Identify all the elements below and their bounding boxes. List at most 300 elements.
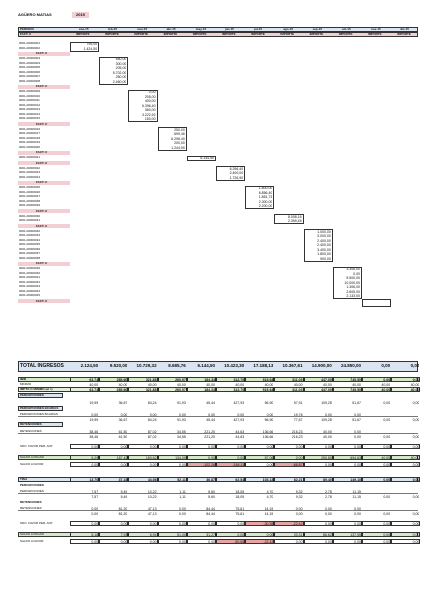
value-cell-border [187,387,216,392]
value-cell-border [245,455,274,460]
saldo-favor2-value: 0,00 [149,539,157,544]
value-cell-border [362,444,391,449]
month-header: jul-15 [254,27,263,31]
tish-ret2-value: 75,61 [235,511,245,516]
impuesto-value: 285,60 [116,387,128,392]
value-cell-border [187,532,216,537]
fact-separator-label: FACT. C [36,208,48,213]
invoice-code: 0001-00000031 [19,218,41,222]
tish-perc2-value: 18,05 [235,494,245,499]
fact-separator-label: FACT. C [36,121,48,126]
impuesto-value: 40,00 [410,387,420,392]
value-cell-border [362,521,391,526]
invoice-code: 0001-00000029 [19,203,41,207]
value-cell-border [99,444,128,449]
invoice-code: 0001-00000023 [19,170,41,174]
value-cell-border [187,462,216,467]
value-cell-border [333,444,362,449]
value-cell-border [187,455,216,460]
saldo-pagar1-value: 57,06 [264,455,274,460]
month-header: abr-15 [166,27,176,31]
invoice-group-box [70,42,99,52]
saldo-ant2-value: 0,00 [237,521,245,526]
minimo-value: 40,00 [89,382,99,387]
value-cell-border [362,532,391,537]
value-cell-border [391,462,420,467]
saldo-favor2-value: 0,00 [412,539,420,544]
total-value: 8.685,76 [168,364,186,368]
value-cell-border [274,377,303,382]
tish-ret-value: 0,00 [295,506,303,511]
value-cell-border [391,387,420,392]
iibb-value: 63,74 [89,377,99,382]
invoice-amount: 250,00 [115,75,127,79]
perc-bcaria2-value: 84,24 [147,417,157,422]
invoice-amount: 250,00 [174,127,185,132]
saldo-favor1-value: 0,00 [383,462,391,467]
invoice-amount: 699,46 [174,132,185,136]
saldo-favor2-value: -50,55 [216,540,244,544]
percepciones-value: 57,91 [293,401,303,405]
tish-perc-value: 10,22 [147,489,157,494]
tish-perc2-value: 11,15 [352,494,361,499]
percepciones-value: 91,93 [177,401,186,405]
periodo-label: PERIODO [20,27,34,31]
invoice-amount: 400,00 [144,99,156,103]
invoice-amount: 150,00 [144,117,156,121]
minimo-label: MINIMO [20,382,32,386]
invoice-group-box [99,57,128,85]
tish-ret2-value: 14,15 [264,511,274,516]
value-cell-border [245,377,274,382]
value-cell-border [216,539,245,544]
invoice-amount: 6.296,40 [229,166,244,171]
perc-bcaria2-value: 91,93 [177,417,186,422]
value-cell-border [333,539,362,544]
value-cell-border [333,521,362,526]
total-value: 24.850,00 [340,364,361,368]
saldo-ant1-label: SDO. FAVOR PER. ANT. [20,444,54,448]
fact-label: FACT. C [20,32,32,36]
value-cell-border [216,377,245,382]
saldo-favor1-value: 0,00 [266,462,274,467]
saldo-ant2-value: -30,55 [245,522,273,526]
retenciones2-value: 221,20 [204,434,215,439]
saldo-ant1-value: 0,00 [383,444,391,449]
month-header: ago-15 [283,27,294,31]
saldo-favor2-value: -22,42 [245,540,273,544]
invoice-amount: 3.306,00 [346,267,360,271]
divider [18,416,418,417]
value-cell-border [158,444,187,449]
iibb-value: 285,60 [116,377,128,382]
saldo-ant2-value: 0,00 [91,521,99,526]
value-cell-border [333,477,362,482]
saldo-ant2-label: SDO. FAVOR PER. ANT. [20,521,54,525]
invoice-code: 0001-00000039 [19,266,41,270]
total-value: 6.144,50 [197,364,215,368]
perc-bcaria-value: 19,76 [293,412,303,417]
saldo-favor2-value: 0,00 [295,539,303,544]
tish-value: 13,70 [89,477,99,482]
retenciones2-value: 61,50 [118,434,128,439]
value-cell-border [304,477,333,482]
value-cell-border [216,455,245,460]
retenciones2-value: 40,00 [323,434,332,439]
saldo-ant2-value: 0,00 [412,521,420,526]
value-cell-border [304,377,333,382]
value-cell-border [333,462,362,467]
invoice-amount: 550,00 [115,57,127,61]
retenciones-value: 216,23 [291,429,303,434]
saldo-pagar1-value: 134,09 [175,455,186,460]
value-cell-border [99,455,128,460]
invoice-amount: 1.851,73 [258,195,273,199]
impuesto-value: 515,64 [262,387,274,392]
value-cell-border [216,532,245,537]
tish-perc-value: 4,70 [266,489,274,494]
tish-value: 62,21 [293,477,303,482]
value-cell-border [274,477,303,482]
saldo-ant1-value: 0,00 [295,444,303,449]
value-cell-border [158,387,187,392]
tish-value: 44,98 [147,477,157,482]
value-cell-border [99,387,128,392]
impuesto-value: 260,57 [175,387,186,392]
tish-value: 52,11 [177,477,186,482]
tish-perc2-value: 2,78 [324,494,332,499]
importe-header: IMPORTE [105,32,119,36]
minimo-value: 40,00 [323,382,332,387]
value-cell-border [391,539,420,544]
total-value: 0,00 [410,364,420,368]
value-cell-border [70,477,99,482]
tish-ret-header-label: RETENCIONES [20,500,42,504]
minimo-value: 40,00 [118,382,128,387]
divider [18,510,418,511]
invoice-amount: 2.400,00 [229,171,244,175]
value-cell-border [245,539,274,544]
tish-perc2-value: 7,57 [91,494,99,499]
value-cell-border [70,377,99,382]
retenciones-value: 136,66 [262,429,274,434]
month-header: sep-15 [312,27,323,31]
saldo-pagar2-value: 6,94 [149,532,157,537]
saldo-pagar1-value: 0,00 [295,455,303,460]
importe-header: IMPORTE [309,32,324,36]
invoice-amount: 0,00 [353,271,360,276]
value-cell-border [187,521,216,526]
invoice-amount: 2.605,00 [346,289,360,294]
value-cell-border [128,532,157,537]
value-cell-border [216,387,245,392]
invoice-amount: 205,00 [115,66,127,70]
iibb-value: 515,64 [262,377,274,382]
fact-separator-label: FACT. C [36,51,48,55]
minimo-value: 40,00 [352,382,361,387]
year-cell[interactable]: 2015 [72,12,89,18]
invoice-code: 0001-00000019 [19,140,41,144]
minimo-value: 40,00 [293,382,303,387]
saldo-favor1-value: 0,00 [91,462,99,467]
invoice-code: 0001-00000003 [19,56,41,60]
saldo-ant1-value: 0,00 [149,444,157,449]
saldo-favor2-value: 0,00 [178,539,186,544]
iibb-value: 0,00 [412,377,420,382]
perc-bcaria2-value: 19,99 [89,417,99,422]
saldo-pagar1-value: 40,00 [381,455,391,460]
perc-bcaria2-value: 427,93 [233,417,245,422]
perc-bcaria2-value: 109,28 [321,417,332,422]
importe-header: IMPORTE [222,32,236,36]
saldo-ant2-value: 0,00 [324,521,332,526]
iibb-value: 312,70 [233,377,245,382]
tish-value: 37,15 [118,477,128,482]
total-value: 10.367,61 [282,364,303,368]
saldo-ant1-value: 0,00 [412,444,420,449]
minimo-value: 40,00 [235,382,245,387]
tish-perc-value: 5,49 [120,489,128,494]
invoice-amount: 2.133,00 [346,294,360,298]
value-cell-border [274,532,303,537]
invoice-amount: 3.000,00 [317,234,331,238]
tish-ret2-value: 0,00 [383,511,391,516]
divider [18,493,418,494]
invoice-amount: 1.800,00 [258,186,273,190]
value-cell-border [304,387,333,392]
value-cell-border [128,387,157,392]
value-cell-border [187,477,216,482]
perc-bcaria2-value: 0,00 [383,417,391,422]
value-cell-border [391,455,420,460]
month-header: jun-15 [225,27,234,31]
value-cell-border [158,462,187,467]
tish-perc-value: 2,78 [324,489,332,494]
value-cell-border [158,539,187,544]
value-cell-border [391,477,420,482]
value-cell-border [362,377,391,382]
invoice-code: 0001-00000045 [19,293,41,297]
value-cell-border [274,521,303,526]
retenciones-header-label: RETENCIONES [20,422,42,426]
invoice-code: 0001-00000021 [19,155,41,159]
fact-separator-label: FACT. C [36,298,48,303]
invoice-amount: 300,00 [115,61,127,66]
percepciones-value: 36,67 [118,401,128,405]
invoice-amount: 2.460,00 [112,79,127,84]
invoice-code: 0001-00000033 [19,233,41,237]
invoice-amount: 2.300,00 [258,199,273,204]
minimo-value: 40,00 [381,382,391,387]
invoice-amount: 205,00 [144,94,156,99]
month-header: may-15 [195,27,207,31]
value-cell-border [391,521,420,526]
retenciones-value: 221,20 [204,429,215,434]
saldo-pagar2-value: 86,62 [323,532,332,537]
value-cell-border [128,539,157,544]
perc-bcaria2-value: 45,44 [206,417,215,422]
invoice-code: 0001-00000005 [19,65,41,69]
invoice-amount: 795,00 [86,42,98,46]
invoice-code: 0001-00000010 [19,93,41,98]
tish-ret2-value: 47,13 [147,511,157,516]
tish-ret2-value: 0,00 [178,511,186,516]
invoice-code: 0001-00000020 [19,144,41,149]
retenciones2-value: 34,55 [177,434,186,439]
invoice-amount: 10.000,00 [344,280,360,285]
perc-bcaria2-value: 36,67 [118,417,128,422]
perc-bcaria-value: 0,00 [149,412,157,417]
value-cell-border [99,532,128,537]
saldo-pagar2-value: 0,00 [266,532,274,537]
value-cell-border [274,444,303,449]
importe-header: IMPORTE [76,32,90,36]
importe-header: IMPORTE [368,32,382,36]
invoice-code: 0001-00000044 [19,288,41,293]
invoice-group-box [274,214,303,224]
invoice-code: 0001-00000022 [19,165,41,170]
retenciones2-value: 0,00 [354,434,361,439]
saldo-pagar1-value: 0,00 [208,455,215,460]
total-value: 9.520,00 [109,364,128,368]
retenciones-label: RETENCIONES [20,429,42,433]
tish-label: TISH [20,477,27,481]
percepciones-header-label: PERCEPCIONES [20,393,44,397]
saldo-ant2-value: -22,42 [274,522,302,526]
minimo-value: 40,00 [177,382,186,387]
perc-bcaria-value: 0,00 [120,412,128,417]
tish-perc-value: 7,57 [91,489,99,494]
invoice-amount: 1.244,90 [171,145,185,150]
percepciones-value: 109,28 [321,401,332,405]
saldo-favor1-label: SALDO A FAVOR [20,462,44,466]
value-cell-border [362,477,391,482]
tish-ret-value: 0,00 [324,506,332,511]
saldo-ant2-value: 0,00 [208,521,215,526]
value-cell-border [158,477,187,482]
perc-bcaria-value: 0,00 [266,412,274,417]
tish-perc-value: 18,05 [235,489,245,494]
month-header: mar-15 [137,27,148,31]
iibb-value: 745,50 [350,377,361,382]
percepciones-value: 427,93 [233,401,245,405]
saldo-pagar2-value: 0,00 [383,532,391,537]
saldo-ant2-value: 0,00 [354,521,361,526]
retenciones-value: 44,63 [235,429,245,434]
month-header: feb-15 [108,27,118,31]
saldo-ant1-value: 0,00 [266,444,274,449]
invoice-amount: 2.400,00 [317,238,331,243]
invoice-group-box [158,127,187,151]
percepciones-value: 0,00 [412,401,420,405]
saldo-pagar2-value: 0,00 [237,532,245,537]
fact-separator-label: FACT. C [36,223,48,228]
invoice-group-box [187,156,216,162]
saldo-ant1-value: 0,00 [354,444,361,449]
value-cell-border [128,477,157,482]
value-cell-border [245,532,274,537]
tish-value: 103,13 [262,477,274,482]
tish-ret-value: 47,13 [147,506,157,511]
invoice-code: 0001-00000016 [19,126,41,131]
retenciones2-value: 0,00 [383,434,391,439]
invoice-code: 0001-00000004 [19,60,41,65]
iibb-value: 311,03 [292,377,303,382]
value-cell-border [274,387,303,392]
tish-ret2-value: 84,44 [206,511,215,516]
tish-perc2-value: 10,22 [147,494,157,499]
saldo-ant2-value: 0,00 [383,521,391,526]
invoice-amount: 6.396,40 [141,103,156,108]
month-header: dic-15 [400,27,409,31]
tish-value: 62,54 [235,477,245,482]
invoice-code: 0001-00000035 [19,242,41,246]
invoice-group-box [216,166,245,181]
invoice-group-box [128,90,157,123]
invoice-code: 0001-00000018 [19,135,41,140]
empty-invoice-box [362,299,391,307]
impuesto-value: 745,50 [350,387,361,392]
saldo-favor1-value: 0,00 [354,462,361,467]
percepciones-value: 0,00 [383,401,391,405]
divider [18,433,418,434]
tish-value: 149,10 [350,477,361,482]
importe-header: IMPORTE [192,32,207,36]
invoice-amount: 3.400,00 [317,247,331,252]
value-cell-border [128,444,157,449]
total-value: 17.188,13 [253,364,274,368]
saldo-pagar2-value: 51,00 [177,532,186,537]
value-cell-border [187,377,216,382]
value-cell-border [187,539,216,544]
tish-perc2-value: 5,49 [120,494,128,499]
saldo-pagar1-value: 694,63 [350,455,361,460]
invoice-amount: 2.200,00 [258,204,273,208]
saldo-favor2-value: 0,00 [324,539,332,544]
invoice-amount: 1.800,00 [317,252,331,256]
invoice-code: 0001-00000034 [19,237,41,242]
value-cell-border [158,455,187,460]
saldo-favor1-value: -102,26 [187,463,215,467]
saldo-ant2-value: 0,00 [178,521,186,526]
tish-ret2-value: 0,00 [412,511,420,516]
impuesto-value: 40,00 [381,387,391,392]
value-cell-border [187,444,216,449]
value-cell-border [333,377,362,382]
perc-bcaria-label: PERCEPCIONES BCARIAS [20,412,58,416]
fact-separator-label: FACT. C [36,84,48,88]
tish-perc2-value: 1,11 [179,494,186,499]
value-cell-border [216,444,245,449]
value-cell-border [245,477,274,482]
invoice-code: 0001-00000006 [19,69,41,74]
value-cell-border [304,462,333,467]
impuesto-value: 184,34 [204,387,215,392]
invoice-code: 0001-00000013 [19,107,41,111]
tish-value: 0,00 [383,477,391,482]
invoice-amount: 1.424,50 [83,46,98,51]
invoice-amount: 6.296,40 [171,136,185,141]
impuesto-value: 447,00 [321,387,332,392]
retenciones2-value: 38,46 [89,434,99,439]
invoice-amount: 1.726,90 [229,175,244,180]
value-cell-border [158,532,187,537]
tish-perc2-value: 4,70 [266,494,274,499]
value-cell-border [391,444,420,449]
value-cell-border [333,532,362,537]
tish-value: 0,00 [412,477,420,482]
tish-ret-value: 14,15 [264,506,274,511]
